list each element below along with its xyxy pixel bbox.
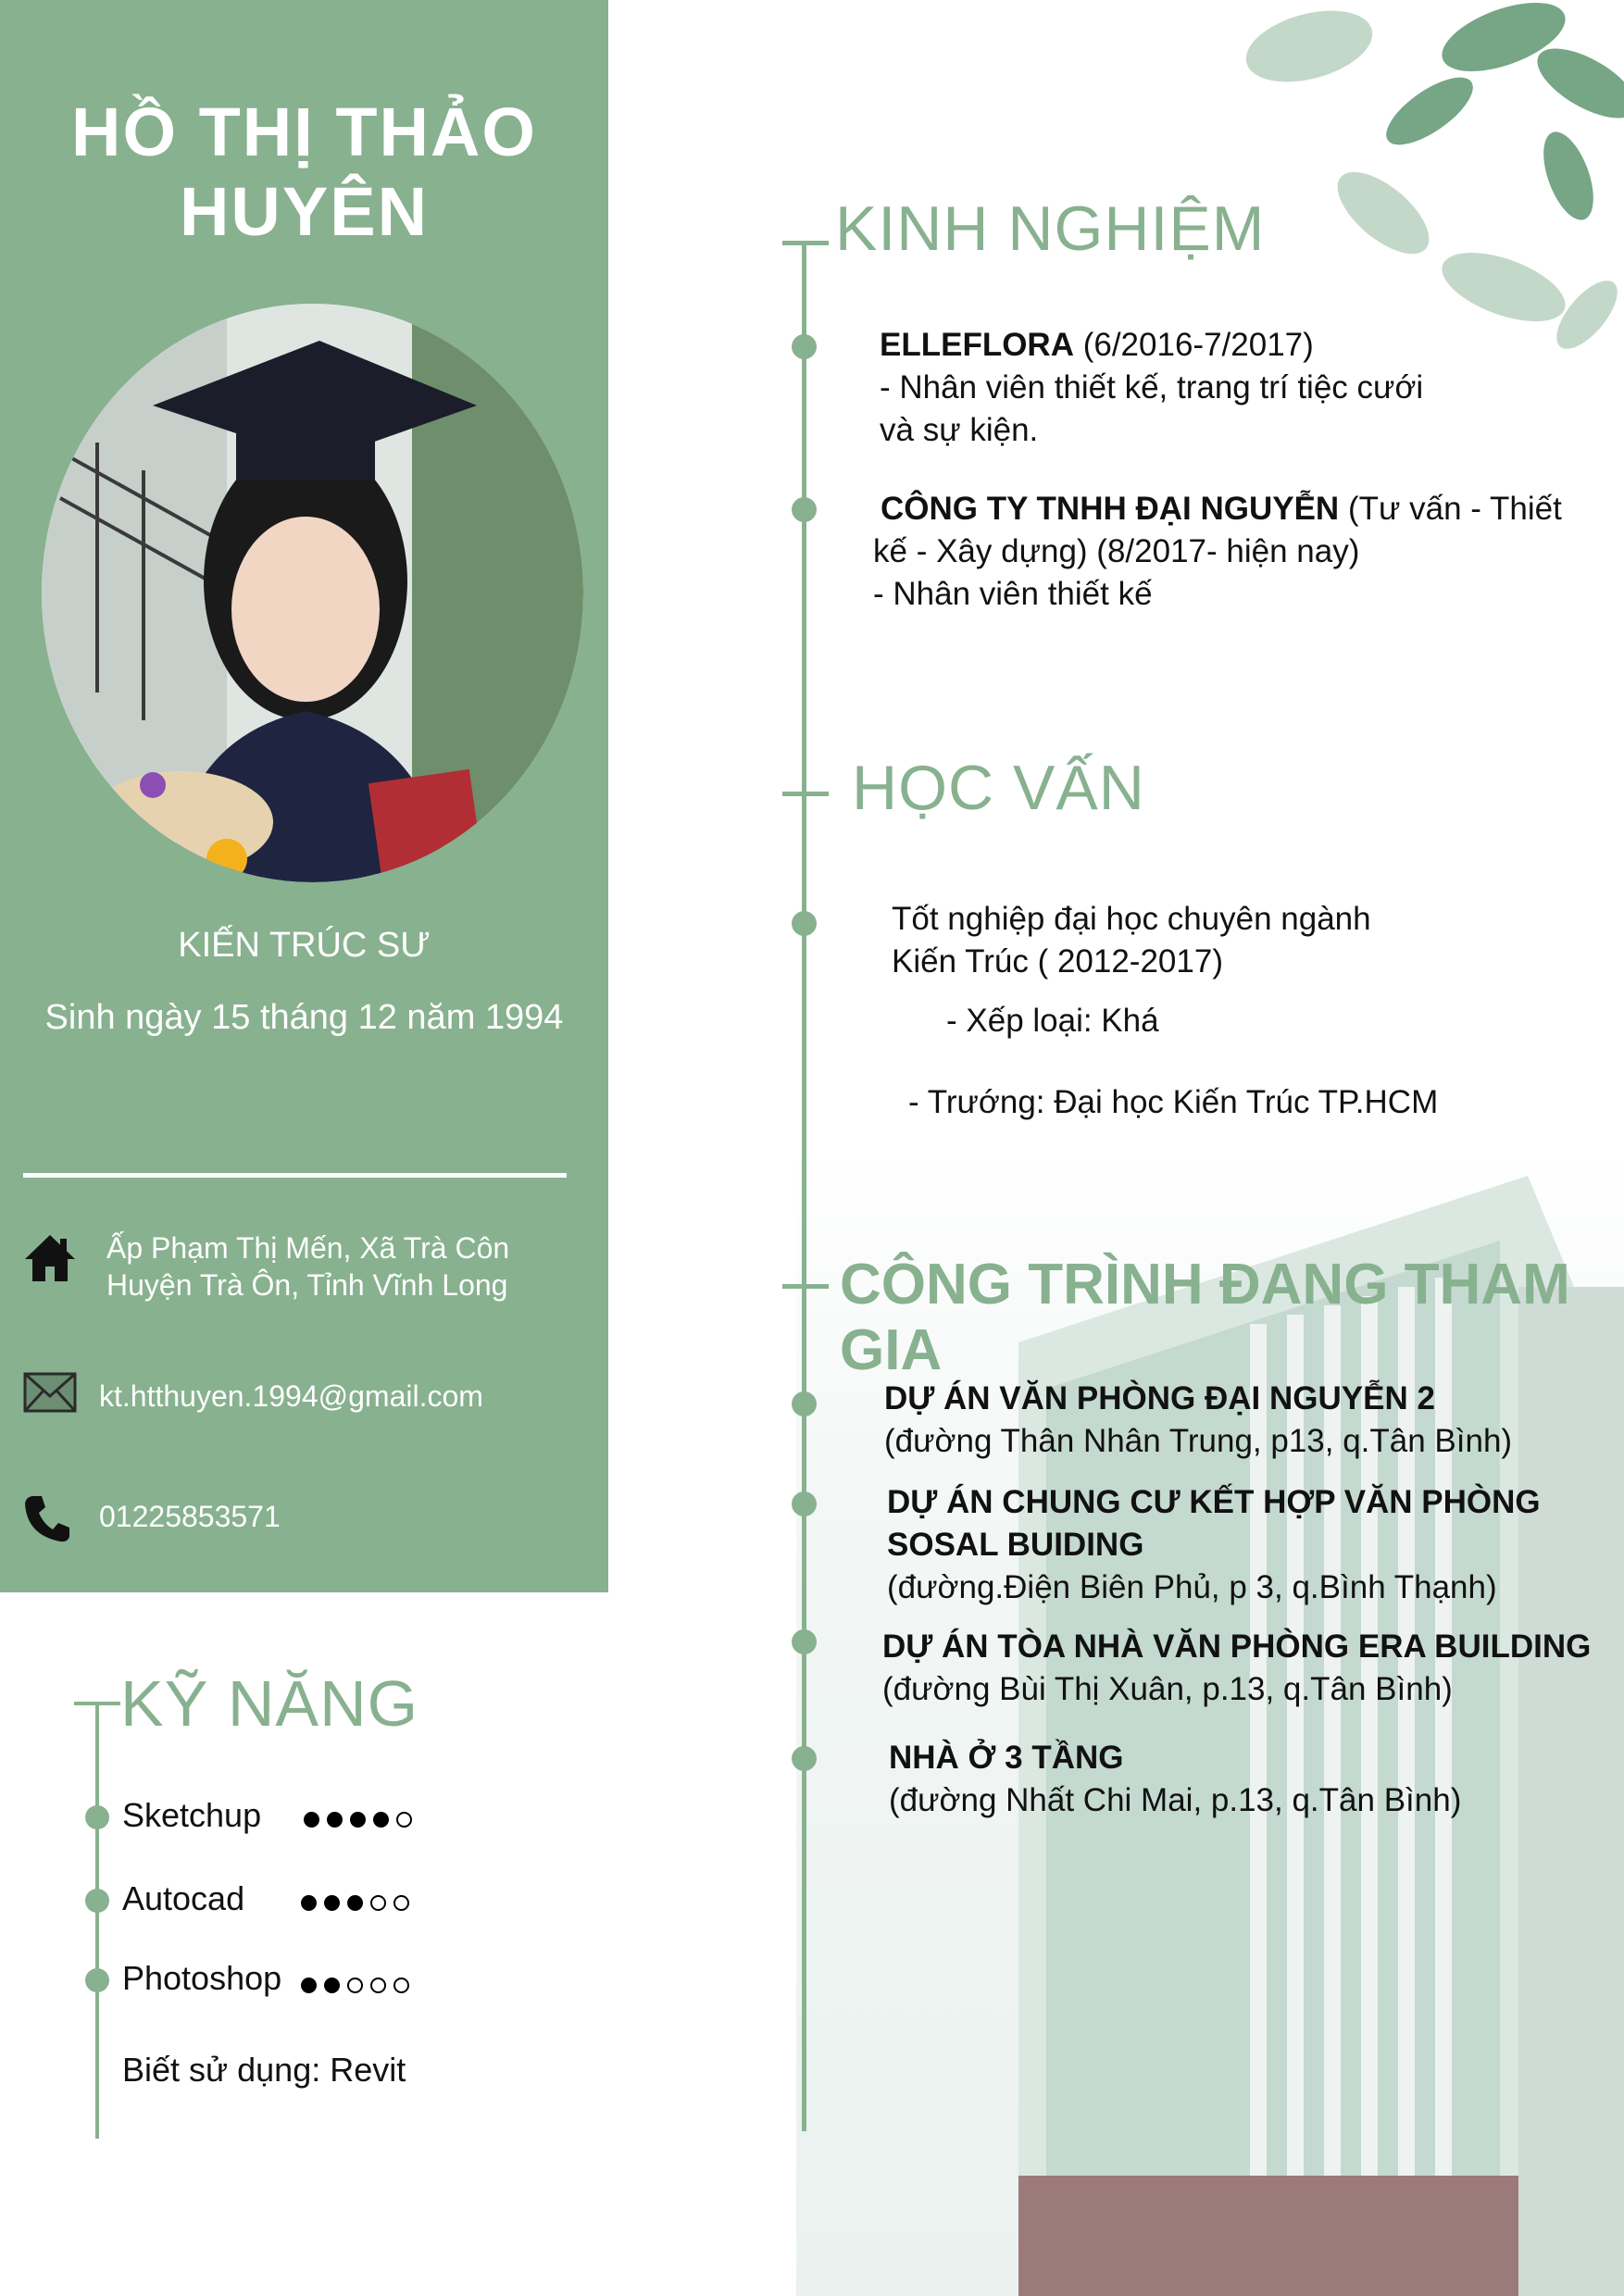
project-item <box>882 1626 1591 1711</box>
experience-title: KINH NGHIỆM <box>835 193 1266 264</box>
education-item <box>892 898 1371 983</box>
main-timeline <box>802 243 806 2131</box>
skill-name: Photoshop <box>122 1959 282 1997</box>
experience-item <box>873 488 1562 616</box>
rating-dot-filled <box>373 1812 389 1828</box>
timeline-bullet <box>792 497 817 522</box>
experience-item <box>880 324 1423 452</box>
rating-dot-empty <box>396 1812 412 1828</box>
rating-dot-empty <box>394 1895 409 1911</box>
skill-rating <box>301 1978 409 1993</box>
rating-dot-empty <box>394 1978 409 1993</box>
project-name: NHÀ Ở 3 TẦNG <box>889 1740 1124 1776</box>
rating-dot-filled <box>301 1895 317 1911</box>
projects-title: CÔNG TRÌNH ĐANG THAM GIA <box>840 1253 1570 1382</box>
rating-dot-filled <box>301 1978 317 1993</box>
role-line: kế - Xây dựng) (8/2017- hiện nay) <box>873 533 1360 569</box>
company-name: ELLEFLORA <box>880 327 1074 363</box>
project-name: DỰ ÁN VĂN PHÒNG ĐẠI NGUYỄN 2 <box>884 1380 1435 1416</box>
skills-timeline <box>95 1703 99 2139</box>
project-address: (đường Bùi Thị Xuân, p.13, q.Tân Bình) <box>882 1671 1453 1707</box>
work-period: (Tư vấn - Thiết <box>1339 491 1562 527</box>
project-address: (đường Nhất Chi Mai, p.13, q.Tân Bình) <box>889 1782 1462 1818</box>
education-school: - Trướng: Đại học Kiến Trúc TP.HCM <box>908 1084 1439 1120</box>
skill-rating <box>304 1812 412 1828</box>
home-icon <box>23 1233 77 1283</box>
education-header-line <box>782 792 829 796</box>
role-line: - Nhân viên thiết kế <box>873 576 1153 612</box>
skill-name: Sketchup <box>122 1796 262 1834</box>
skill-bullet <box>85 1968 109 1992</box>
project-item <box>884 1378 1512 1463</box>
project-item <box>889 1737 1461 1822</box>
skills-title: KỸ NĂNG <box>120 1667 419 1740</box>
skill-name: Autocad <box>122 1879 245 1917</box>
rating-dot-empty <box>347 1978 363 1993</box>
project-name: DỰ ÁN CHUNG CƯ KẾT HỢP VĂN PHÒNG <box>887 1484 1541 1520</box>
work-period: (6/2016-7/2017) <box>1073 327 1314 363</box>
sidebar-divider <box>23 1173 567 1178</box>
timeline-bullet <box>792 334 817 359</box>
education-grade: - Xếp loại: Khá <box>946 1003 1159 1039</box>
profile-sidebar <box>0 0 608 1592</box>
mail-icon <box>23 1372 77 1413</box>
rating-dot-filled <box>304 1812 319 1828</box>
rating-dot-filled <box>347 1895 363 1911</box>
education-title: HỌC VẤN <box>852 753 1145 823</box>
address-line-1: Ấp Phạm Thị Mến, Xã Trà Côn <box>106 1231 510 1265</box>
project-item <box>887 1481 1541 1609</box>
profile-name <box>0 93 608 252</box>
degree-line: Tốt nghiệp đại học chuyên ngành <box>892 901 1371 937</box>
project-name: DỰ ÁN TÒA NHÀ VĂN PHÒNG ERA BUILDING <box>882 1628 1592 1665</box>
skill-note: Biết sử dụng: Revit <box>122 2051 406 2089</box>
role-line: - Nhân viên thiết kế, trang trí tiệc cưới <box>880 369 1424 406</box>
role-line: và sự kiện. <box>880 412 1039 448</box>
address-line-2: Huyện Trà Ôn, Tỉnh Vĩnh Long <box>106 1268 508 1302</box>
phone-icon <box>23 1492 71 1544</box>
name-line-1: HỒ THỊ THẢO <box>71 94 537 170</box>
project-address: (đường.Điện Biên Phủ, p 3, q.Bình Thạnh) <box>887 1569 1497 1605</box>
timeline-bullet <box>792 911 817 936</box>
job-title: KIẾN TRÚC SƯ <box>178 926 431 965</box>
timeline-bullet <box>792 1491 817 1516</box>
degree-line: Kiến Trúc ( 2012-2017) <box>892 943 1223 980</box>
timeline-bullet <box>792 1746 817 1771</box>
skill-bullet <box>85 1805 109 1829</box>
phone[interactable]: 01225853571 <box>99 1500 281 1533</box>
skill-bullet <box>85 1889 109 1913</box>
rating-dot-filled <box>324 1978 340 1993</box>
timeline-bullet <box>792 1629 817 1654</box>
rating-dot-empty <box>370 1978 386 1993</box>
company-name: CÔNG TY TNHH ĐẠI NGUYỄN <box>881 491 1340 527</box>
portrait-image <box>42 304 583 882</box>
profile-photo <box>42 304 583 882</box>
project-name-cont: SOSAL BUIDING <box>887 1527 1144 1563</box>
name-line-2: HUYÊN <box>179 173 430 250</box>
birth-date: Sinh ngày 15 tháng 12 năm 1994 <box>44 998 564 1037</box>
projects-header-line <box>782 1284 829 1289</box>
project-address: (đường Thân Nhân Trung, p13, q.Tân Bình) <box>884 1423 1513 1459</box>
skill-rating <box>301 1895 409 1911</box>
rating-dot-filled <box>327 1812 343 1828</box>
email[interactable]: kt.htthuyen.1994@gmail.com <box>99 1379 483 1413</box>
rating-dot-filled <box>350 1812 366 1828</box>
rating-dot-filled <box>324 1895 340 1911</box>
address <box>106 1229 509 1304</box>
experience-header-line <box>782 241 829 245</box>
timeline-bullet <box>792 1391 817 1416</box>
rating-dot-empty <box>370 1895 386 1911</box>
